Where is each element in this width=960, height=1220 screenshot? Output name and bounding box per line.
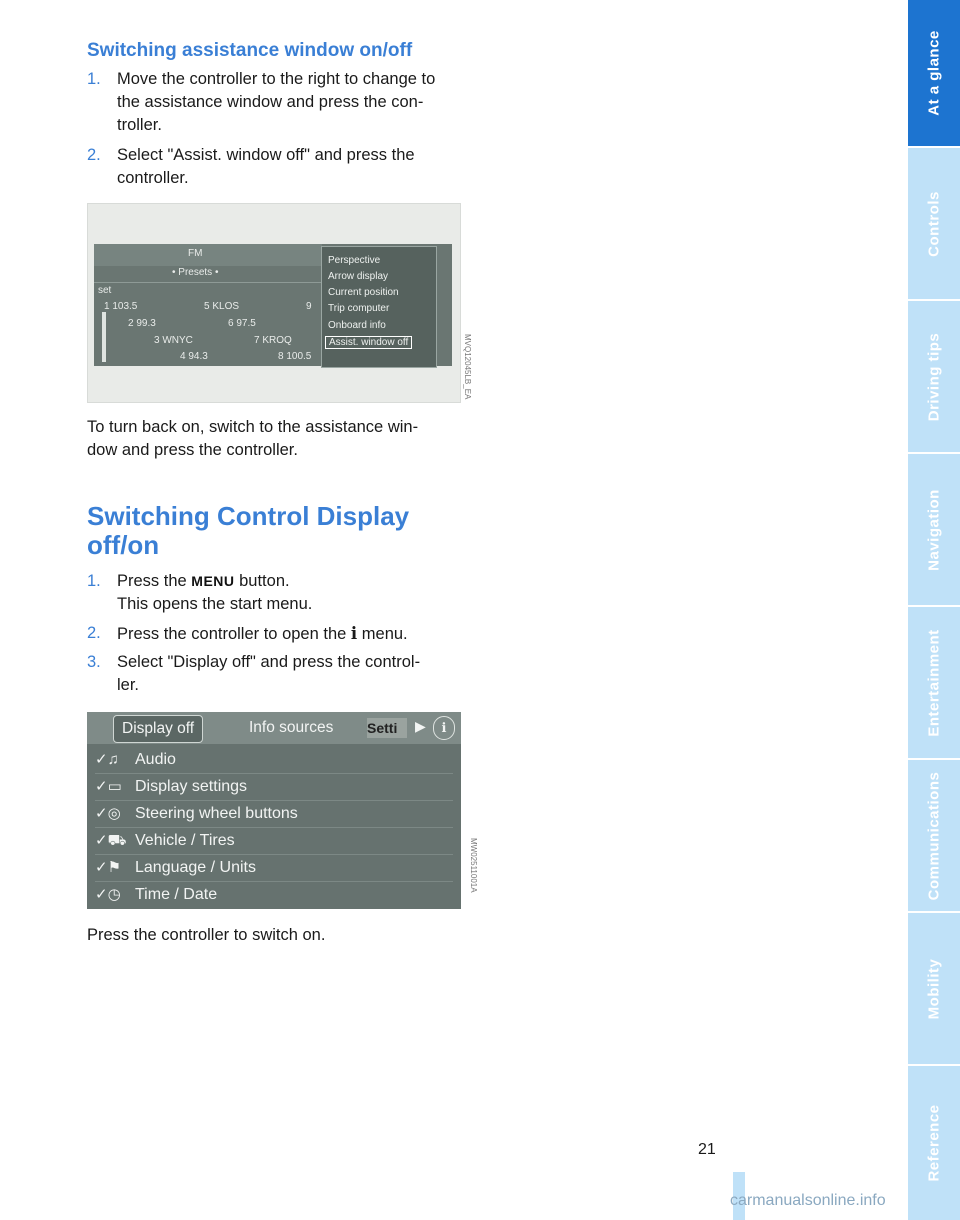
step-number: 2. — [87, 624, 101, 642]
paragraph — [87, 416, 467, 462]
menu-item: Perspective — [328, 255, 381, 266]
flag-icon: ✓⚑ — [95, 859, 122, 876]
tab-label: Mobility — [925, 958, 943, 1019]
step-text: ler. — [117, 676, 140, 694]
chapter-tabs — [908, 0, 960, 1220]
set-label: set — [98, 285, 112, 296]
menu-item-time — [95, 882, 217, 908]
step-text: This opens the start menu. — [117, 595, 313, 613]
menu-item-selected: Assist. window off — [325, 336, 412, 349]
footer-watermark: carmanualsonline.info — [730, 1192, 886, 1209]
tab-mobility[interactable] — [908, 913, 960, 1066]
tab-driving-tips[interactable] — [908, 301, 960, 454]
step-number: 1. — [87, 572, 101, 590]
tab-label: Driving tips — [925, 332, 943, 421]
tab-label: Communications — [925, 771, 943, 900]
tab-display-off: Display off — [113, 715, 203, 743]
car-icon: ✓⛟ — [95, 832, 127, 849]
menu-item-audio — [95, 747, 176, 773]
tab-label: At a glance — [925, 30, 943, 116]
presets-label: • Presets • — [172, 267, 219, 278]
tab-label: Reference — [925, 1104, 943, 1182]
paragraph-line: dow and press the controller. — [87, 441, 298, 459]
page-number: 21 — [698, 1141, 716, 1158]
step-number: 3. — [87, 653, 101, 671]
tab-entertainment[interactable] — [908, 607, 960, 760]
paragraph-line: To turn back on, switch to the assistance win- — [87, 418, 419, 436]
menu-item-language — [95, 855, 256, 881]
heading-line: Switching Control Display — [87, 501, 410, 531]
tab-info-sources: Info sources — [249, 719, 334, 736]
step-text: Press the controller to open the — [117, 625, 347, 643]
preset: 2 99.3 — [128, 318, 156, 329]
step-number: 1. — [87, 70, 101, 88]
clock-icon: ✓◷ — [95, 886, 121, 903]
arrow-right-icon: ▶ — [415, 718, 426, 734]
preset: 1 103.5 — [104, 301, 138, 312]
menu-item: Arrow display — [328, 271, 389, 282]
tab-controls[interactable] — [908, 148, 960, 301]
menu-item-label: Time / Date — [135, 886, 218, 903]
step-text: Move the controller to the right to change to — [117, 70, 436, 88]
band-label: FM — [188, 248, 203, 259]
display-icon: ✓▭ — [95, 778, 122, 795]
step-text: Press the — [117, 572, 187, 590]
step-number: 2. — [87, 146, 101, 164]
tab-reference[interactable] — [908, 1066, 960, 1220]
audio-icon: ✓♫ — [95, 751, 119, 768]
menu-item-vehicle — [95, 828, 235, 854]
step-text: controller. — [117, 169, 189, 187]
scroll-indicator — [102, 312, 106, 362]
preset: 8 100.5 — [278, 351, 312, 362]
preset: 4 94.3 — [180, 351, 208, 362]
preset: 3 WNYC — [154, 335, 193, 346]
assistance-window-screenshot — [87, 203, 472, 403]
paragraph: Press the controller to switch on. — [87, 926, 326, 944]
radio-header — [94, 244, 322, 266]
tab-label: Entertainment — [925, 628, 943, 737]
menu-item: Current position — [328, 287, 399, 298]
steering-wheel-icon: ✓◎ — [95, 805, 121, 822]
step-text: menu. — [361, 625, 408, 643]
preset: 9 — [306, 301, 312, 312]
menu-item-label: Display settings — [135, 778, 248, 795]
section-heading-control-display — [87, 502, 467, 560]
divider — [94, 282, 322, 283]
tab-settings: Setti — [367, 718, 407, 738]
step-text: Select "Assist. window off" and press the — [117, 146, 415, 164]
heading-line: off/on — [87, 530, 160, 560]
section-heading-assistance-window: Switching assistance window on/off — [87, 40, 413, 61]
step-text: troller. — [117, 116, 162, 134]
info-icon: i — [350, 624, 358, 643]
menu-item-label: Vehicle / Tires — [135, 832, 235, 849]
tab-label: Controls — [925, 190, 943, 257]
step-text: the assistance window and press the con- — [117, 93, 424, 111]
menu-item-display-settings — [95, 774, 247, 800]
preset: 7 KROQ — [254, 335, 292, 346]
menu-item-label: Steering wheel buttons — [135, 805, 298, 822]
menu-item-label: Audio — [135, 751, 176, 768]
image-code: MW02511001A — [469, 838, 478, 893]
step-text: button. — [239, 572, 290, 590]
menu-button-icon: MENU — [191, 573, 235, 589]
preset: 6 97.5 — [228, 318, 256, 329]
menu-item: Onboard info — [328, 320, 386, 331]
tab-label: Navigation — [925, 488, 943, 571]
menu-item-label: Language / Units — [135, 859, 256, 876]
image-code: MVQ12045LB_EA — [463, 334, 472, 400]
menu-item-steering-wheel — [95, 801, 298, 827]
preset: 5 KLOS — [204, 301, 240, 312]
start-menu-screenshot — [87, 712, 461, 909]
info-icon: ℹ — [433, 716, 455, 740]
step-text: Select "Display off" and press the control- — [117, 653, 421, 671]
tab-communications[interactable] — [908, 760, 960, 913]
menu-item: Trip computer — [328, 303, 390, 314]
tab-at-a-glance[interactable] — [908, 0, 960, 148]
assistance-menu — [321, 246, 437, 368]
tab-navigation[interactable] — [908, 454, 960, 607]
